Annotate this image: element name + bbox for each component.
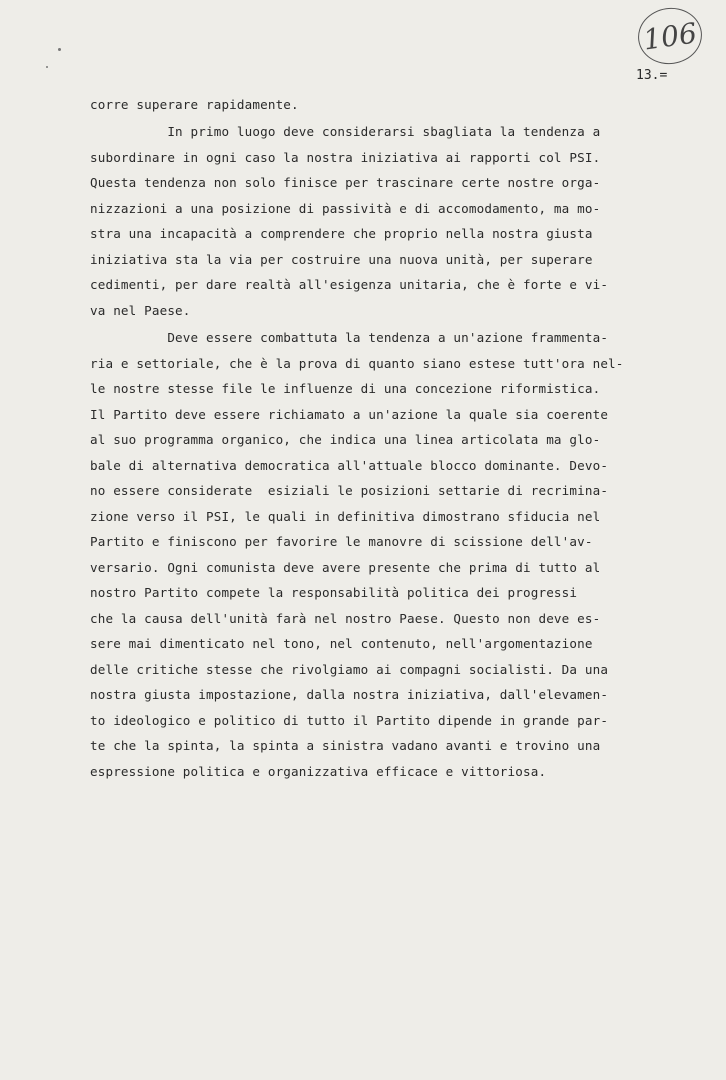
text-line: cedimenti, per dare realtà all'esigenza unitaria, che è forte e vi- (90, 277, 609, 292)
text-line: sere mai dimenticato nel tono, nel contenuto, nell'argomentazione (90, 636, 593, 651)
text-line: to ideologico e politico di tutto il Partito dipende in grande par- (90, 712, 609, 728)
text-line: versario. Ogni comunista deve avere presente che prima di tutto al (90, 559, 601, 575)
folio-stamp (634, 4, 705, 68)
text-line: nizzazioni a una posizione di passività e di accomodamento, ma mo- (90, 200, 601, 216)
text-line: te che la spinta, la spinta a sinistra vadano avanti e trovino una (90, 738, 601, 753)
text-line: subordinare in ogni caso la nostra iniziativa ai rapporti col PSI. (90, 149, 601, 165)
folio-number: 106 (641, 15, 699, 57)
text-line: delle critiche stesse che rivolgiamo ai compagni socialisti. Da una (90, 661, 609, 677)
text-line: al suo programma organico, che indica una linea articolata ma glo- (90, 432, 601, 447)
text-line: che la causa dell'unità farà nel nostro Paese. Questo non deve es- (90, 610, 601, 626)
text-line: corre superare rapidamente. (90, 97, 299, 112)
text-line: stra una incapacità a comprendere che proprio nella nostra giusta (90, 226, 593, 241)
text-line: no essere considerate esiziali le posizioni settarie di recrimina- (90, 483, 609, 498)
text-line: bale di alternativa democratica all'attuale blocco dominante. Devo- (90, 457, 609, 473)
text-line: ria e settoriale, che è la prova di quanto siano estese tutt'ora nel- (90, 355, 624, 371)
text-line: zione verso il PSI, le quali in definitiva dimostrano sfiducia nel (90, 508, 601, 524)
text-line: nostro Partito compete la responsabilità politica dei progressi (90, 585, 578, 600)
text-line: le nostre stesse file le influenze di una concezione riformistica. (90, 381, 601, 396)
paper-speck (58, 48, 61, 51)
text-line: Il Partito deve essere richiamato a un'azione la quale sia coerente (90, 406, 609, 422)
text-line: espressione politica e organizzativa efficace e vittoriosa. (90, 763, 547, 779)
paper-speck (46, 66, 48, 68)
text-line: Questa tendenza non solo finisce per trascinare certe nostre orga- (90, 175, 601, 190)
text-line: iniziativa sta la via per costruire una nuova unità, per superare (90, 251, 593, 267)
text-line: va nel Paese. (90, 302, 191, 318)
text-line: nostra giusta impostazione, dalla nostra iniziativa, dall'elevamen- (90, 687, 609, 702)
page-number: 13.= (636, 68, 668, 83)
text-line: In primo luogo deve considerarsi sbagliata la tendenza a (90, 124, 601, 139)
text-line: Deve essere combattuta la tendenza a un'azione frammentа- (90, 330, 609, 345)
text-line: Partito e finiscono per favorire le manovre di scissione dell'av- (90, 534, 593, 549)
body-text (90, 92, 690, 784)
